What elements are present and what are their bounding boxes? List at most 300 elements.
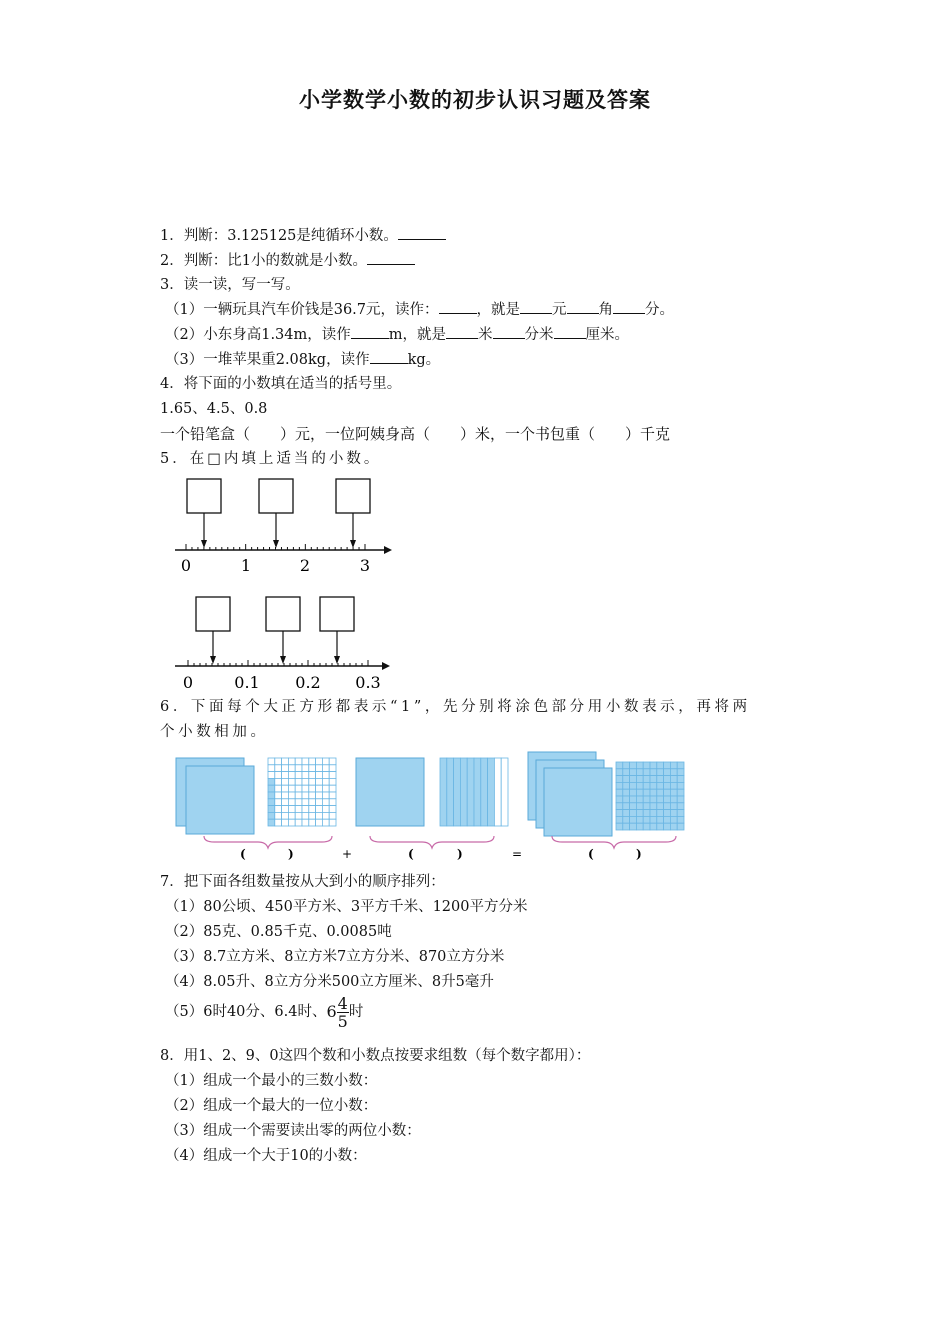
grid-cell <box>650 789 657 796</box>
question-7-2: （2）85克、0.85千克、0.0085吨 <box>165 924 392 940</box>
grid-cell <box>664 810 671 817</box>
question-3-2 <box>165 324 629 345</box>
grid-cell <box>664 803 671 810</box>
grid-cell <box>295 785 302 792</box>
strip <box>481 758 488 826</box>
number-line-ticks <box>188 660 368 666</box>
answer-blank <box>493 324 525 339</box>
grid-cell <box>288 799 295 806</box>
grid-cell <box>677 803 684 810</box>
grid-cell <box>643 789 650 796</box>
grid-cell <box>616 776 623 783</box>
grid-cell <box>288 765 295 772</box>
grid-cell <box>316 792 323 799</box>
grid-cell <box>670 782 677 789</box>
grid-cell <box>288 819 295 826</box>
grid-cell <box>268 765 275 772</box>
strip <box>440 758 447 826</box>
grid-cell <box>322 792 329 799</box>
grid-cell <box>295 778 302 785</box>
grid-cell <box>288 778 295 785</box>
answer-box <box>259 479 293 513</box>
question-2 <box>160 250 415 271</box>
answer-blank <box>554 324 586 339</box>
grid-cell <box>302 812 309 819</box>
tick-label: 1 <box>240 556 252 575</box>
grid-cell <box>643 796 650 803</box>
grid-cell <box>268 785 275 792</box>
question-5: 5．在□内填上适当的小数。 <box>160 451 382 467</box>
grid-cell <box>268 812 275 819</box>
q4-numbers: 1.65、4.5、0.8 <box>160 401 268 417</box>
grid-cell <box>316 772 323 779</box>
grid-cell <box>636 762 643 769</box>
question-7-3: （3）8.7立方米、8立方米7立方分米、870立方分米 <box>165 949 505 965</box>
question-3-3 <box>165 349 440 370</box>
grid-cell <box>643 776 650 783</box>
question-3-1 <box>165 299 674 320</box>
answer-blank <box>567 299 599 314</box>
grid-cell <box>670 816 677 823</box>
q3-1-text-b: ，就是 <box>476 302 521 318</box>
answer-paren-left: ( <box>240 847 246 861</box>
grid-cell <box>329 758 336 765</box>
answer-paren-right: ) <box>288 847 294 861</box>
page-title: 小学数学小数的初步认识习题及答案 <box>299 88 651 112</box>
grid-cell <box>282 812 289 819</box>
question-7-1: （1）80公顷、450平方米、3平方千米、1200平方分米 <box>165 899 528 915</box>
grid-cell <box>295 758 302 765</box>
answer-box <box>266 597 300 631</box>
grid-cell <box>623 810 630 817</box>
fraction-denominator: 5 <box>337 1011 348 1031</box>
grid-cell <box>302 806 309 813</box>
mixed-number-whole: 6 <box>326 1002 337 1021</box>
q3-2-text-c: 米 <box>478 327 493 343</box>
grid-cell <box>288 758 295 765</box>
hundred-grid <box>268 758 336 826</box>
grid-cell <box>309 765 316 772</box>
strip <box>454 758 461 826</box>
grid-cell <box>623 796 630 803</box>
grid-cell <box>616 823 623 830</box>
grid-cell <box>664 816 671 823</box>
plus-sign: + <box>342 847 353 861</box>
grid-cell <box>630 810 637 817</box>
grid-cell <box>677 823 684 830</box>
grid-cell <box>657 810 664 817</box>
answer-paren-right: ) <box>636 847 642 861</box>
grid-cell <box>329 765 336 772</box>
brace <box>370 836 494 848</box>
grid-cell <box>636 789 643 796</box>
grid-cell <box>643 782 650 789</box>
shaded-square <box>186 766 254 834</box>
grid-cell <box>282 792 289 799</box>
grid-cell <box>288 806 295 813</box>
grid-cell <box>630 789 637 796</box>
question-7: 7．把下面各组数量按从大到小的顺序排列： <box>160 874 445 890</box>
grid-cell <box>275 812 282 819</box>
grid-cell <box>268 772 275 779</box>
grid-cell <box>677 816 684 823</box>
figure-6 <box>170 752 690 864</box>
grid-cell <box>268 806 275 813</box>
grid-cell <box>650 782 657 789</box>
grid-cell <box>322 758 329 765</box>
grid-cell <box>295 799 302 806</box>
grid-cell <box>275 772 282 779</box>
equals-sign: = <box>512 847 523 861</box>
grid-cell <box>636 816 643 823</box>
grid-cell <box>302 758 309 765</box>
grid-cell <box>657 789 664 796</box>
answer-blank <box>367 250 415 265</box>
grid-cell <box>670 776 677 783</box>
grid-cell <box>316 758 323 765</box>
q4-sentence: 一个铅笔盒（ ）元，一位阿姨身高（ ）米，一个书包重（ ）千克 <box>160 425 671 443</box>
number-line-2 <box>170 592 400 692</box>
q3-1-text-e: 分。 <box>645 302 675 318</box>
grid-cell <box>268 799 275 806</box>
grid-cell <box>650 816 657 823</box>
grid-cell <box>630 782 637 789</box>
grid-cell <box>616 782 623 789</box>
question-1 <box>160 225 446 246</box>
question-7-4: （4）8.05升、8立方分米500立方厘米、8升5毫升 <box>165 974 494 990</box>
grid-cell <box>623 789 630 796</box>
grid-cell <box>322 785 329 792</box>
grid-cell <box>616 816 623 823</box>
grid-cell <box>623 782 630 789</box>
tick-label: 0 <box>182 673 194 692</box>
grid-cell <box>322 806 329 813</box>
q3-1-text-a: （1）一辆玩具汽车价钱是36.7元，读作： <box>165 302 439 318</box>
grid-cell <box>623 803 630 810</box>
grid-cell <box>643 816 650 823</box>
strip <box>488 758 495 826</box>
shaded-square <box>356 758 424 826</box>
grid-cell <box>670 823 677 830</box>
grid-cell <box>636 769 643 776</box>
grid-cell <box>630 803 637 810</box>
grid-cell <box>677 782 684 789</box>
grid-cell <box>316 799 323 806</box>
grid-cell <box>677 789 684 796</box>
question-6-line-1: 6．下面每个大正方形都表示“1”，先分别将涂色部分用小数表示，再将两 <box>160 699 751 715</box>
grid-cell <box>657 796 664 803</box>
grid-cell <box>322 819 329 826</box>
grid-cell <box>302 799 309 806</box>
strip <box>474 758 481 826</box>
question-4: 4．将下面的小数填在适当的括号里。 <box>160 376 402 392</box>
grid-cell <box>322 772 329 779</box>
grid-cell <box>295 772 302 779</box>
grid-cell <box>616 810 623 817</box>
strip <box>467 758 474 826</box>
grid-cell <box>657 803 664 810</box>
question-8-1: （1）组成一个最小的三数小数： <box>165 1073 378 1089</box>
tick-label: 3 <box>359 556 371 575</box>
grid-cell <box>329 799 336 806</box>
grid-cell <box>677 796 684 803</box>
grid-cell <box>329 806 336 813</box>
strip <box>460 758 467 826</box>
hundred-grid <box>616 762 684 830</box>
grid-cell <box>643 762 650 769</box>
grid-cell <box>643 803 650 810</box>
q3-1-text-c: 元 <box>552 302 567 318</box>
grid-cell <box>309 785 316 792</box>
grid-cell <box>275 765 282 772</box>
grid-cell <box>670 762 677 769</box>
grid-cell <box>322 765 329 772</box>
grid-cell <box>275 819 282 826</box>
answer-blank <box>351 324 389 339</box>
grid-cell <box>288 792 295 799</box>
grid-cell <box>650 769 657 776</box>
question-3: 3．读一读，写一写。 <box>160 277 300 293</box>
grid-cell <box>282 778 289 785</box>
q3-2-text-d: 分米 <box>524 327 554 343</box>
grid-cell <box>282 772 289 779</box>
grid-cell <box>309 778 316 785</box>
q3-2-text-e: 厘米。 <box>585 327 630 343</box>
grid-cell <box>275 758 282 765</box>
question-8: 8．用1、2、9、0这四个数和小数点按要求组数（每个数字都用）： <box>160 1048 591 1064</box>
grid-cell <box>316 819 323 826</box>
grid-cell <box>630 769 637 776</box>
grid-cell <box>295 812 302 819</box>
grid-cell <box>677 810 684 817</box>
grid-cell <box>643 823 650 830</box>
question-8-2: （2）组成一个最大的一位小数： <box>165 1098 378 1114</box>
answer-box <box>320 597 354 631</box>
question-8-4: （4）组成一个大于10的小数： <box>165 1148 367 1164</box>
grid-cell <box>636 823 643 830</box>
grid-cell <box>309 812 316 819</box>
grid-cell <box>657 762 664 769</box>
answer-blank <box>398 225 446 240</box>
answer-box <box>336 479 370 513</box>
grid-cell <box>636 782 643 789</box>
grid-cell <box>616 796 623 803</box>
grid-cell <box>664 762 671 769</box>
answer-box <box>196 597 230 631</box>
grid-cell <box>664 823 671 830</box>
number-line-1 <box>170 474 400 574</box>
grid-cell <box>616 803 623 810</box>
grid-cell <box>322 778 329 785</box>
grid-cell <box>268 792 275 799</box>
grid-cell <box>275 792 282 799</box>
grid-cell <box>630 762 637 769</box>
tick-label: 0.3 <box>355 673 381 692</box>
grid-cell <box>309 799 316 806</box>
grid-cell <box>282 819 289 826</box>
fraction <box>337 995 349 1030</box>
answer-paren-right: ) <box>457 847 463 861</box>
grid-cell <box>316 806 323 813</box>
grid-cell <box>295 792 302 799</box>
q3-2-text-b: m，就是 <box>388 327 447 343</box>
brace <box>552 836 676 848</box>
grid-cell <box>650 762 657 769</box>
q2-text: 2．判断：比1小的数就是小数。 <box>160 253 367 269</box>
grid-cell <box>636 803 643 810</box>
grid-cell <box>275 799 282 806</box>
grid-cell <box>664 796 671 803</box>
grid-cell <box>295 806 302 813</box>
q3-3-text-b: kg。 <box>407 352 441 368</box>
grid-cell <box>657 769 664 776</box>
grid-cell <box>268 819 275 826</box>
grid-cell <box>288 772 295 779</box>
grid-cell <box>309 792 316 799</box>
grid-cell <box>329 812 336 819</box>
grid-cell <box>670 769 677 776</box>
grid-cell <box>677 762 684 769</box>
grid-cell <box>268 758 275 765</box>
grid-cell <box>295 819 302 826</box>
grid-cell <box>302 778 309 785</box>
grid-cell <box>677 769 684 776</box>
grid-cell <box>623 762 630 769</box>
grid-cell <box>636 810 643 817</box>
grid-cell <box>275 785 282 792</box>
grid-cell <box>268 778 275 785</box>
brace <box>204 836 332 848</box>
grid-cell <box>657 816 664 823</box>
answer-blank <box>613 299 645 314</box>
grid-cell <box>288 812 295 819</box>
grid-cell <box>302 785 309 792</box>
answer-paren-left: ( <box>408 847 414 861</box>
grid-cell <box>309 758 316 765</box>
grid-cell <box>643 769 650 776</box>
grid-cell <box>329 778 336 785</box>
grid-cell <box>282 806 289 813</box>
grid-cell <box>329 792 336 799</box>
grid-cell <box>302 792 309 799</box>
grid-cell <box>630 776 637 783</box>
grid-cell <box>302 819 309 826</box>
strip <box>447 758 454 826</box>
grid-cell <box>309 806 316 813</box>
grid-cell <box>316 765 323 772</box>
question-8-3: （3）组成一个需要读出零的两位小数： <box>165 1123 421 1139</box>
grid-cell <box>630 823 637 830</box>
grid-cell <box>650 810 657 817</box>
strip <box>501 758 508 826</box>
grid-cell <box>623 823 630 830</box>
grid-cell <box>329 785 336 792</box>
grid-cell <box>295 765 302 772</box>
grid-cell <box>316 785 323 792</box>
answer-blank <box>439 299 477 314</box>
grid-cell <box>302 772 309 779</box>
grid-cell <box>302 765 309 772</box>
grid-cell <box>282 785 289 792</box>
grid-cell <box>664 769 671 776</box>
grid-cell <box>282 799 289 806</box>
strip <box>494 758 501 826</box>
q7-5-unit: 时 <box>348 1004 364 1020</box>
grid-cell <box>322 812 329 819</box>
answer-box <box>187 479 221 513</box>
tick-label: 0.2 <box>295 673 321 692</box>
grid-cell <box>664 776 671 783</box>
grid-cell <box>636 776 643 783</box>
grid-cell <box>316 778 323 785</box>
grid-cell <box>316 812 323 819</box>
grid-cell <box>630 796 637 803</box>
q3-3-text-a: （3）一堆苹果重2.08kg，读作 <box>165 352 370 368</box>
grid-cell <box>616 789 623 796</box>
q3-1-text-d: 角 <box>598 302 614 318</box>
fraction-numerator: 4 <box>337 993 348 1013</box>
tenths-strips <box>440 758 508 826</box>
grid-cell <box>322 799 329 806</box>
grid-cell <box>650 776 657 783</box>
grid-cell <box>623 816 630 823</box>
tick-label: 2 <box>299 556 311 575</box>
grid-cell <box>282 765 289 772</box>
q7-5-text: （5）6时40分、6.4时、 <box>165 1004 327 1020</box>
grid-cell <box>664 782 671 789</box>
grid-cell <box>616 762 623 769</box>
grid-cell <box>650 796 657 803</box>
grid-cell <box>670 810 677 817</box>
grid-cell <box>636 796 643 803</box>
grid-cell <box>670 803 677 810</box>
grid-cell <box>288 785 295 792</box>
grid-cell <box>282 758 289 765</box>
grid-cell <box>657 776 664 783</box>
grid-cell <box>650 823 657 830</box>
grid-cell <box>650 803 657 810</box>
grid-cell <box>623 776 630 783</box>
grid-cell <box>630 816 637 823</box>
grid-cell <box>677 776 684 783</box>
grid-cell <box>670 789 677 796</box>
shaded-square <box>544 768 612 836</box>
grid-cell <box>643 810 650 817</box>
grid-cell <box>616 769 623 776</box>
grid-cell <box>275 806 282 813</box>
grid-cell <box>309 772 316 779</box>
grid-cell <box>275 778 282 785</box>
grid-cell <box>664 789 671 796</box>
answer-blank <box>370 349 408 364</box>
answer-paren-left: ( <box>588 847 594 861</box>
question-7-5 <box>165 994 363 1030</box>
question-6-line-2: 个小数相加。 <box>160 724 269 740</box>
grid-cell <box>670 796 677 803</box>
tick-label: 0.1 <box>234 673 260 692</box>
q1-text: 1．判断：3.125125是纯循环小数。 <box>160 228 398 244</box>
answer-blank <box>446 324 478 339</box>
grid-cell <box>329 819 336 826</box>
grid-cell <box>657 782 664 789</box>
grid-cell <box>657 823 664 830</box>
tick-label: 0 <box>180 556 192 575</box>
grid-cell <box>309 819 316 826</box>
answer-blank <box>520 299 552 314</box>
grid-cell <box>329 772 336 779</box>
grid-cell <box>623 769 630 776</box>
q3-2-text-a: （2）小东身高1.34m，读作 <box>165 327 351 343</box>
